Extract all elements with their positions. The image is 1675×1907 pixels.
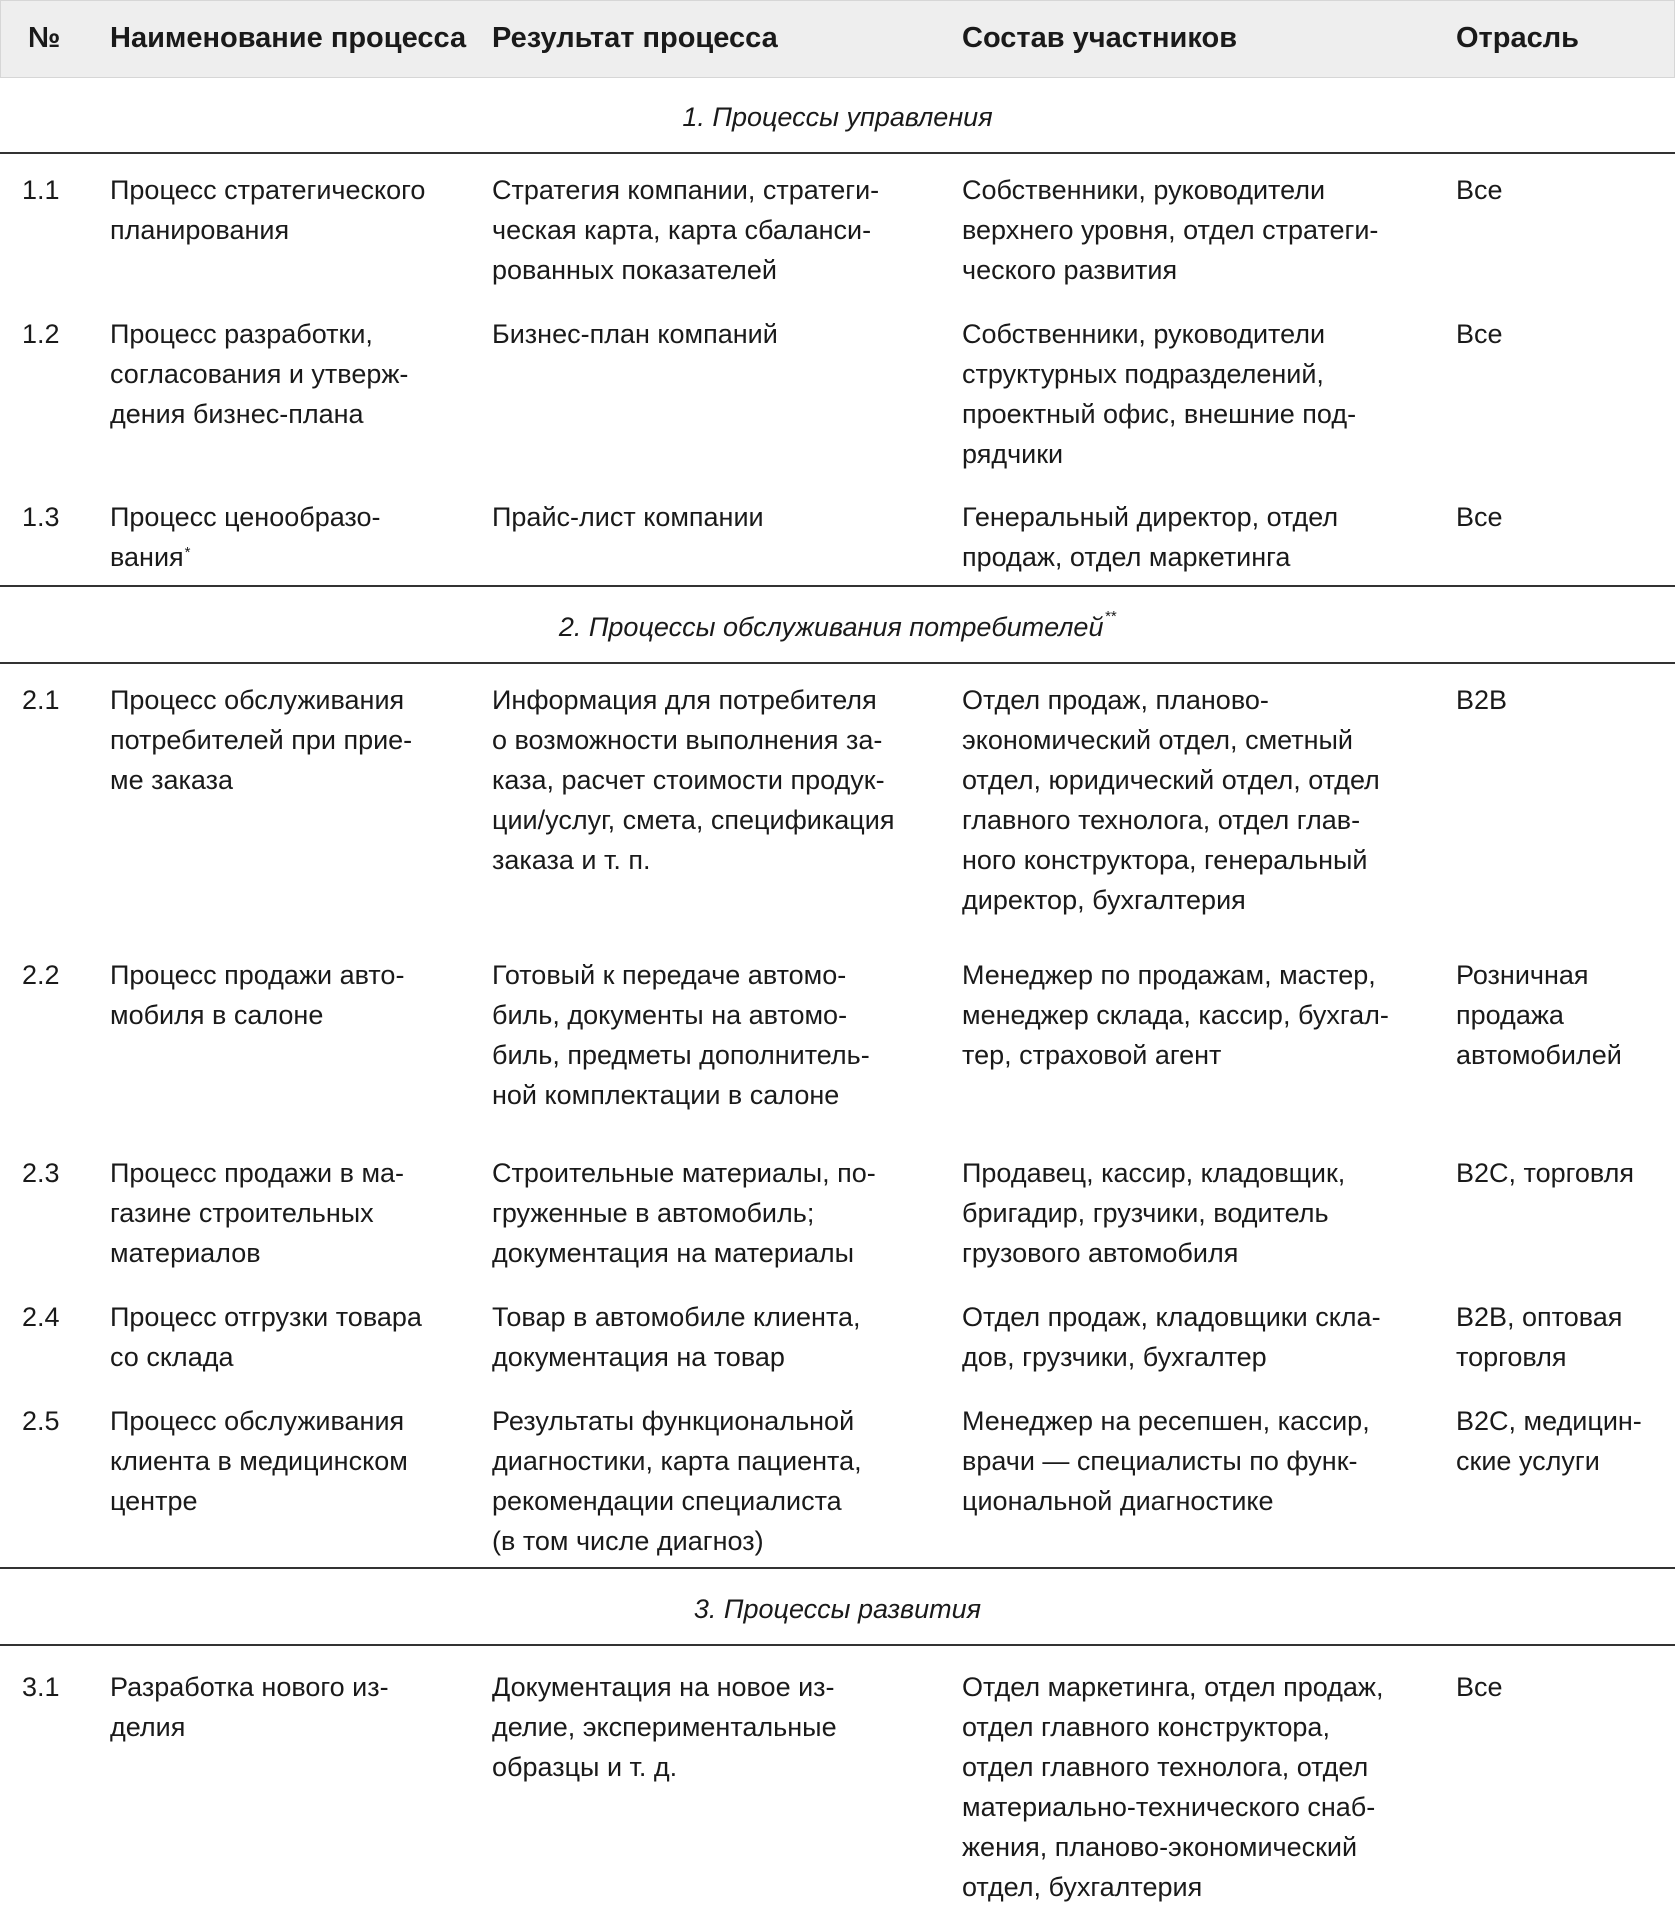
row-participants: Продавец, кассир, кладовщик, бригадир, грузчики, водитель грузового автомобиля <box>962 1158 1346 1268</box>
row-participants: Отдел продаж, планово- экономический отдел, сметный отдел, юридический отдел, отдел главного технолога, отдел глав- ного конструктора, генеральный директор, бухгалтерия <box>962 685 1380 915</box>
footnote-mark: * <box>184 544 191 561</box>
row-industry: B2B <box>1456 685 1508 715</box>
header-num: № <box>28 22 61 54</box>
row-industry: Все <box>1456 502 1503 532</box>
row-num: 1.1 <box>22 175 60 205</box>
row-name: Процесс продажи в ма- газине строительных материалов <box>110 1158 405 1268</box>
row-name: Процесс разработки, согласования и утверж- дения бизнес-плана <box>110 319 409 429</box>
row-num: 3.1 <box>22 1672 60 1702</box>
section-title: 3. Процессы развития <box>693 1594 982 1624</box>
row-num: 1.2 <box>22 319 60 349</box>
footnote-mark: ** <box>1104 608 1117 625</box>
header-result: Результат процесса <box>492 22 778 54</box>
row-industry: Все <box>1456 175 1503 205</box>
row-name: Процесс отгрузки товара со склада <box>110 1302 422 1372</box>
section-divider <box>0 152 1675 154</box>
row-participants: Собственники, руководители структурных подразделений, проектный офис, внешние под- рядчики <box>962 319 1357 469</box>
row-result: Строительные материалы, по- груженные в автомобиль; документация на материалы <box>492 1158 876 1268</box>
row-participants: Генеральный директор, отдел продаж, отдел маркетинга <box>962 502 1339 572</box>
row-name: Разработка нового из- делия <box>110 1672 389 1742</box>
section-divider <box>0 585 1675 587</box>
row-participants: Отдел продаж, кладовщики скла- дов, грузчики, бухгалтер <box>962 1302 1381 1372</box>
row-industry: B2B, оптовая торговля <box>1456 1302 1623 1372</box>
row-participants: Менеджер на ресепшен, кассир, врачи — специалисты по функ- циональной диагностике <box>962 1406 1370 1516</box>
row-name: Процесс обслуживания клиента в медицинском центре <box>110 1406 408 1516</box>
row-industry: B2C, медицин- ские услуги <box>1456 1406 1642 1476</box>
row-result: Бизнес-план компаний <box>492 319 778 349</box>
row-result: Товар в автомобиле клиента, документация на товар <box>492 1302 861 1372</box>
section-divider <box>0 1567 1675 1569</box>
header-participants: Состав участников <box>962 22 1238 54</box>
section-divider <box>0 662 1675 664</box>
row-participants: Отдел маркетинга, отдел продаж, отдел главного конструктора, отдел главного технолога, отдел материально-технического снаб- жения, планово-экономический отдел, бухгалтерия <box>962 1672 1384 1902</box>
row-industry: Розничная продажа автомобилей <box>1456 960 1622 1070</box>
section-title: 2. Процессы обслуживания потребителей** <box>558 608 1117 642</box>
row-industry: B2C, торговля <box>1456 1158 1634 1188</box>
section-title: 1. Процессы управления <box>682 102 993 132</box>
row-result: Информация для потребителя о возможности выполнения за- каза, расчет стоимости продук- ции/услуг, смета, спецификация заказа и т. п. <box>492 685 895 875</box>
section-divider <box>0 1644 1675 1646</box>
row-result: Готовый к передаче автомо- биль, документы на автомо- биль, предметы дополнитель- ной комплектации в салоне <box>492 960 870 1110</box>
row-result: Результаты функциональной диагностики, карта пациента, рекомендации специалиста (в том числе диагноз) <box>492 1406 862 1556</box>
row-industry: Все <box>1456 1672 1503 1702</box>
row-num: 2.1 <box>22 685 60 715</box>
header-industry: Отрасль <box>1456 22 1579 54</box>
row-num: 2.4 <box>22 1302 60 1332</box>
row-num: 2.3 <box>22 1158 60 1188</box>
row-num: 2.5 <box>22 1406 60 1436</box>
row-industry: Все <box>1456 319 1503 349</box>
row-result: Прайс-лист компании <box>492 502 764 532</box>
row-name: Процесс стратегического планирования <box>110 175 426 245</box>
row-result: Стратегия компании, стратеги- ческая карта, карта сбаланси- рованных показателей <box>492 175 880 285</box>
row-name: Процесс обслуживания потребителей при прие- ме заказа <box>110 685 413 795</box>
header-name: Наименование процесса <box>110 22 467 54</box>
row-participants: Менеджер по продажам, мастер, менеджер склада, кассир, бухгал- тер, страховой агент <box>962 960 1389 1070</box>
row-name: Процесс продажи авто- мобиля в салоне <box>110 960 405 1030</box>
row-num: 1.3 <box>22 502 60 532</box>
row-name: Процесс ценообразо- вания* <box>110 502 381 572</box>
row-num: 2.2 <box>22 960 60 990</box>
row-result: Документация на новое из- делие, экспериментальные образцы и т. д. <box>492 1672 837 1782</box>
row-participants: Собственники, руководители верхнего уровня, отдел стратеги- ческого развития <box>962 175 1379 285</box>
